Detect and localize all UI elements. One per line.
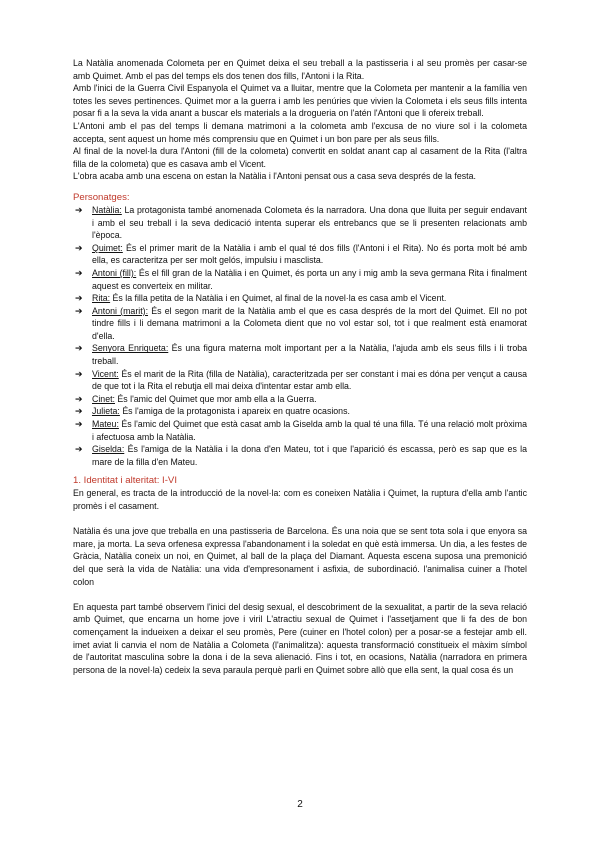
- intro-paragraph-3: L'Antoni amb el pas del temps li demana matrimoni a la colometa amb l'excusa de no viure sol i la colometa accepta, sent aquest un home més comprensiu que en Quimet i un bon pare per als seus fills.: [73, 120, 527, 144]
- character-description: És el segon marit de la Natàlia amb el que es casa després de la mort del Quimet. Ell no pot tindre fills i li demana matrimoni a la Colometa dient que no vol estar sol, tot i que realment està enamorat d'ella.: [92, 305, 527, 341]
- character-description: És el marit de la Rita (filla de Natàlia), caracteritzada per ser constant i mai es dóna per vençut a causa de que tot i la Rita el rebutja ell mai deixa d'intentar estar amb ella.: [92, 368, 527, 392]
- character-name: Natàlia:: [92, 204, 122, 215]
- character-name: Julieta:: [92, 406, 120, 417]
- character-name: Rita:: [92, 293, 111, 304]
- arrow-icon: ➔: [75, 406, 83, 417]
- character-description: És l'amiga de la Natàlia i la dona d'en Mateu, tot i que l'aparició és escassa, però es sap que es la mare de la filla d'en Mateu.: [92, 444, 527, 467]
- character-item: [73, 443, 527, 468]
- character-item: [73, 418, 527, 443]
- characters-heading: Personatges:: [73, 191, 130, 203]
- character-description: És el primer marit de la Natàlia i amb el qual té dos fills (l'Antoni i el Rita). No és porta molt bé amb ella, es caracteritza per ser molt gelós, impulsiu i masclista.: [92, 242, 527, 266]
- character-item: [73, 242, 527, 267]
- arrow-icon: ➔: [75, 368, 83, 379]
- arrow-icon: ➔: [75, 204, 83, 215]
- character-item: [73, 368, 527, 393]
- intro-paragraph-4: Al final de la novel·la dura l'Antoni (fill de la colometa) convertit en soldat anant cap al casament de la Rita (l'altra filla de la colometa) que es casava amb el Vicent.: [73, 146, 527, 169]
- intro-section: [73, 57, 527, 183]
- character-name: Quimet:: [92, 242, 123, 253]
- characters-list: [73, 204, 527, 468]
- character-name: Antoni (fill):: [92, 267, 137, 278]
- section-1-paragraph-1: En general, es tracta de la introducció de la novel·la: com es coneixen Natàlia i Quimet, la ruptura d'ella amb l'antic promès i el casament.: [73, 488, 527, 511]
- character-name: Mateu:: [92, 419, 119, 430]
- paragraph-gap: [73, 513, 527, 526]
- paragraph-gap: [73, 588, 527, 601]
- character-description: És la filla petita de la Natàlia i en Quimet, al final de la novel·la es casa amb el Vicent.: [110, 293, 447, 304]
- arrow-icon: ➔: [75, 343, 83, 354]
- section-1-paragraph-2: Natàlia és una jove que treballa en una pastisseria de Barcelona. És una noia que se sent tota sola i que enyora sa mare, ja morta. La seva orfenesa expressa l'abandonament i la soledat en què està immersa. Un dia, a les festes de Gràcia, Natàlia coneix un noi, en Quimet, al ball de la plaça del Diamant. Aquesta escena suposa una premonició del que serà la vida de Natàlia: una vida d'empresonament i asfixia, de subordinació. l'animalisa cuiner a l'hotel colon: [73, 526, 527, 587]
- intro-paragraph-1: La Natàlia anomenada Colometa per en Quimet deixa el seu treball a la pastisseria i al seu promès per casar-se amb Quimet. Amb el pas del temps els dos tenen dos fills, l'Antoni i la Rita.: [73, 58, 527, 81]
- character-description: És el fill gran de la Natàlia i en Quimet, és porta un any i mig amb la seva germana Rita i finalment aquest es converteix en militar.: [92, 267, 527, 291]
- arrow-icon: ➔: [75, 419, 83, 430]
- arrow-icon: ➔: [75, 393, 83, 404]
- character-item: [73, 267, 527, 292]
- character-item: [73, 204, 527, 242]
- document-page: [73, 57, 527, 676]
- section-1-heading: 1. Identitat i alteritat: I-VI: [73, 475, 177, 487]
- page-number: 2: [297, 799, 303, 810]
- character-item: [73, 405, 527, 418]
- character-item: [73, 292, 527, 305]
- character-item: [73, 305, 527, 343]
- character-description: És l'amic del Quimet que mor amb ella a la Guerra.: [114, 393, 317, 404]
- arrow-icon: ➔: [75, 444, 83, 455]
- character-name: Giselda:: [92, 444, 125, 455]
- character-name: Senyora Enriqueta:: [92, 343, 169, 354]
- character-item: [73, 342, 527, 367]
- arrow-icon: ➔: [75, 293, 83, 304]
- character-description: La protagonista també anomenada Colometa és la narradora. Una dona que lluita per seguir endavant i amb el seu treball i la seva dedicació intenta superar els entrebancs que se li presenten relacionats amb l'època.: [92, 204, 527, 241]
- character-description: És una figura materna molt important per a la Natàlia, l'ajuda amb els seus fills i li troba treball.: [92, 343, 528, 367]
- character-name: Antoni (marit):: [92, 305, 149, 316]
- character-name: Vicent:: [92, 368, 119, 379]
- character-description: És l'amiga de la protagonista i apareix en quatre ocasions.: [119, 406, 350, 417]
- arrow-icon: ➔: [75, 305, 83, 316]
- intro-paragraph-5: L'obra acaba amb una escena on estan la Natàlia i l'Antoni pensat ous a casa seva després de la festa.: [73, 171, 476, 182]
- character-name: Cinet:: [92, 393, 115, 404]
- arrow-icon: ➔: [75, 242, 83, 253]
- section-1-paragraph-3: En aquesta part també observem l'inici del desig sexual, el descobriment de la sexualitat, a partir de la seva relació amb Quimet, que encarna un home jove i viril L'atractiu sexual de Quimet i l'assetjament que li fa des de bon començament la indueixen a deixar el seu promès, Pere (cuiner en l'hotel colon) per a posar-se a festejar amb ell. imet aviat li canvia el nom de Natàlia a Colometa (l'animalitza): aquesta transformació constitueix el màxim símbol de l'autoritat masculina sobre la dona i de la seva alienació. Fins i tot, en ocasions, Natàlia (narradora en primera persona de la novel·la) cedeix la seva paraula perquè parli en Quimet sobre allò que ella sent, la qual cosa és un: [73, 601, 527, 675]
- character-description: És l'amic del Quimet que està casat amb la Giselda amb la qual té una filla. Té una relació molt pròxima i afectuosa amb la Natàlia.: [92, 419, 527, 442]
- arrow-icon: ➔: [75, 267, 83, 278]
- intro-paragraph-2: Amb l'inici de la Guerra Civil Espanyola el Quimet va a lluitar, mentre que la Colometa per mantenir a la família ven totes les seves pertinences. Quimet mor a la guerra i amb les penúries que vivien la Colometa i els seus fills intenta posar fi a la seva la vida anant a buscar els materials a la drogueria on l'atén l'Antoni que li ofereix treball.: [73, 83, 527, 119]
- character-item: [73, 393, 527, 406]
